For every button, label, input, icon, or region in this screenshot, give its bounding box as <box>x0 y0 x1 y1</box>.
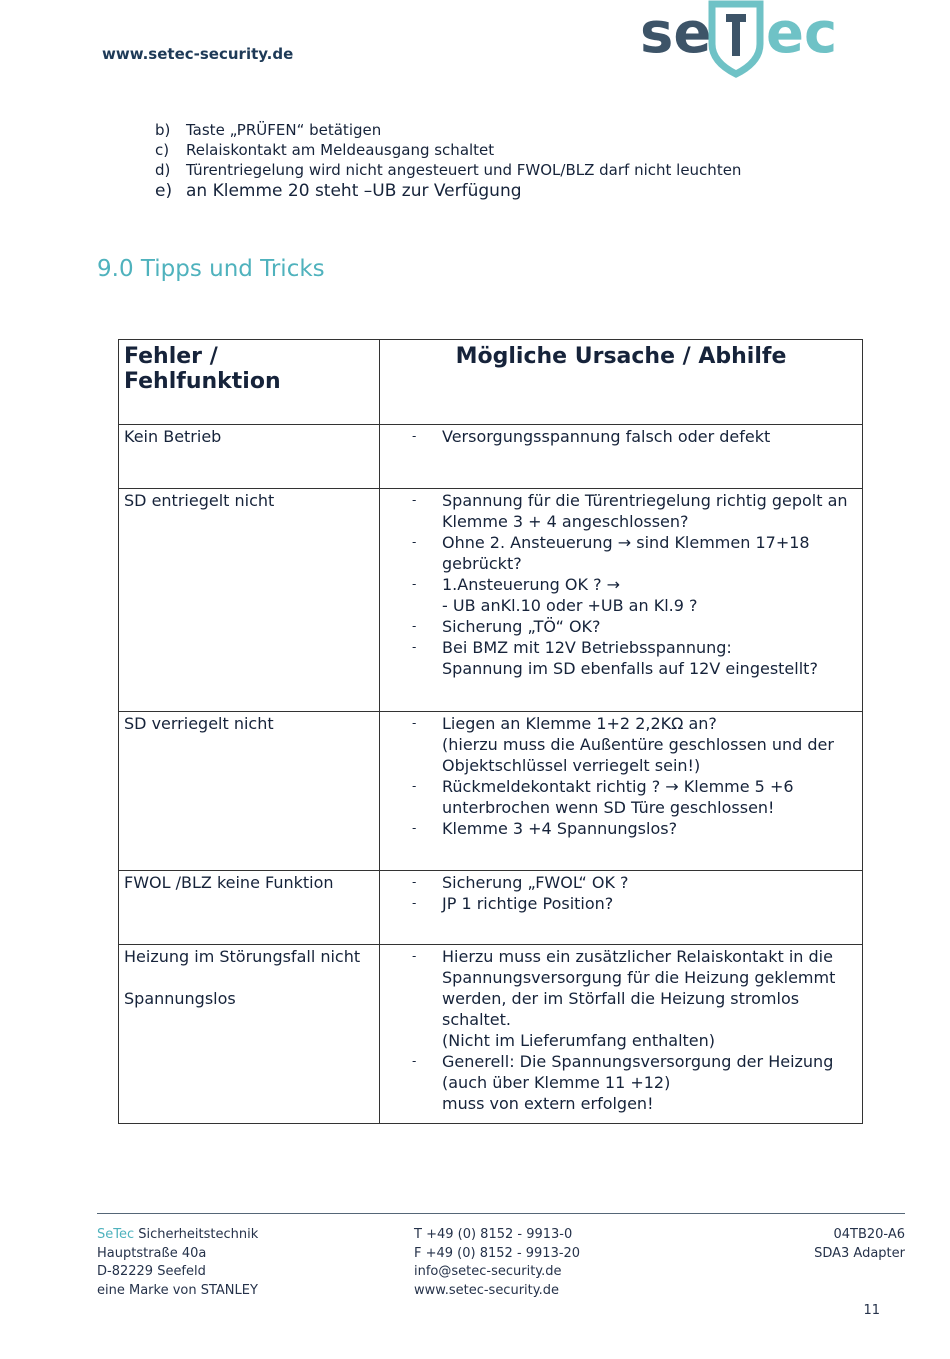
footer-address: Hauptstraße 40a D-82229 Seefeld eine Marke von STANLEY <box>97 1245 258 1298</box>
table-row <box>119 712 863 871</box>
remedy-text: Hierzu muss ein zusätzlicher Relaiskontakt in die Spannungsversorgung für die Heizung geklemmt werden, der im Störfall die Heizung stromlos schaltet. (Nicht im Lieferumfang enthalten) <box>442 947 836 1050</box>
footer-doc-code: 04TB20-A6 SDA3 Adapter <box>814 1227 905 1261</box>
remedy-item <box>412 893 856 914</box>
remedy-text: Spannung für die Türentriegelung richtig gepolt an Klemme 3 + 4 angeschlossen? <box>442 491 848 531</box>
dash-bullet: - <box>412 640 417 654</box>
remedy-text: Bei BMZ mit 12V Betriebsspannung: Spannung im SD ebenfalls auf 12V eingestellt? <box>442 638 818 678</box>
dash-bullet: - <box>412 949 417 963</box>
svg-text:ec: ec <box>766 1 838 66</box>
step-item <box>155 120 741 140</box>
step-item <box>155 180 741 202</box>
dash-bullet: - <box>412 779 417 793</box>
remedy-item <box>412 1051 856 1114</box>
dash-bullet: - <box>412 493 417 507</box>
footer-contact: T +49 (0) 8152 - 9913-0 F +49 (0) 8152 - 9913-20 info@setec-security.de www.setec-security.de <box>414 1227 581 1298</box>
fault-label: Kein Betrieb <box>124 427 222 446</box>
remedy-item <box>412 818 856 839</box>
step-letter: b) <box>155 121 171 139</box>
remedy-text: Sicherung „TÖ“ OK? <box>442 617 601 636</box>
remedy-item <box>412 616 856 637</box>
fault-label: SD verriegelt nicht <box>124 714 274 733</box>
dash-bullet: - <box>412 716 417 730</box>
table-row <box>119 425 863 489</box>
footer-brand: SeTec <box>97 1227 135 1242</box>
step-letter: c) <box>155 141 170 159</box>
remedy-item <box>412 946 856 1051</box>
step-item <box>155 160 741 180</box>
step-letter: d) <box>155 161 171 179</box>
remedy-item <box>412 637 856 679</box>
remedy-text: Ohne 2. Ansteuerung → sind Klemmen 17+18 gebrückt? <box>442 533 810 573</box>
footer-company <box>97 1226 258 1300</box>
dash-bullet: - <box>412 535 417 549</box>
table-header-row <box>119 340 863 425</box>
remedy-item <box>412 532 856 574</box>
svg-text:se: se <box>640 1 712 66</box>
remedy-text: Versorgungsspannung falsch oder defekt <box>442 427 771 446</box>
step-item <box>155 140 741 160</box>
column-header-fault: Fehler / Fehlfunktion <box>119 340 380 425</box>
remedy-text: Rückmeldekontakt richtig ? → Klemme 5 +6 unterbrochen wenn SD Türe geschlossen! <box>442 777 794 817</box>
dash-bullet: - <box>412 821 417 835</box>
dash-bullet: - <box>412 1054 417 1068</box>
remedy-item <box>412 872 856 893</box>
tips-table <box>118 339 863 1124</box>
step-text: Relaiskontakt am Meldeausgang schaltet <box>186 141 495 159</box>
remedy-text: Klemme 3 +4 Spannungslos? <box>442 819 678 838</box>
dash-bullet: - <box>412 875 417 889</box>
page-number: 11 <box>863 1303 880 1318</box>
setec-logo <box>640 0 855 80</box>
footer-divider <box>97 1213 905 1214</box>
step-list <box>155 120 741 202</box>
fault-label: SD entriegelt nicht <box>124 491 275 510</box>
section-title: 9.0 Tipps und Tricks <box>97 256 325 282</box>
remedy-text: 1.Ansteuerung OK ? → - UB anKl.10 oder +UB an Kl.9 ? <box>442 575 698 615</box>
header-site-url: www.setec-security.de <box>102 45 294 63</box>
step-text: Türentriegelung wird nicht angesteuert und FWOL/BLZ darf nicht leuchten <box>186 161 742 179</box>
table-row <box>119 945 863 1124</box>
remedy-text: Sicherung „FWOL“ OK ? <box>442 873 629 892</box>
remedy-text: Liegen an Klemme 1+2 2,2KΩ an? (hierzu muss die Außentüre geschlossen und der Objektschlüssel verriegelt sein!) <box>442 714 834 775</box>
dash-bullet: - <box>412 429 417 443</box>
remedy-item <box>412 490 856 532</box>
remedy-item <box>412 426 856 447</box>
footer-company-name: Sicherheitstechnik <box>134 1227 259 1242</box>
remedy-item <box>412 776 856 818</box>
column-header-remedy: Mögliche Ursache / Abhilfe <box>380 340 863 425</box>
dash-bullet: - <box>412 577 417 591</box>
step-letter: e) <box>155 181 173 201</box>
dash-bullet: - <box>412 619 417 633</box>
step-text: an Klemme 20 steht –UB zur Verfügung <box>186 181 522 201</box>
fault-label: FWOL /BLZ keine Funktion <box>124 873 334 892</box>
dash-bullet: - <box>412 896 417 910</box>
remedy-text: Generell: Die Spannungsversorgung der Heizung (auch über Klemme 11 +12) muss von extern erfolgen! <box>442 1052 834 1113</box>
remedy-item <box>412 574 856 616</box>
table-row <box>119 489 863 712</box>
table-row <box>119 871 863 945</box>
fault-label: Heizung im Störungsfall nicht Spannungslos <box>124 947 361 1008</box>
step-text: Taste „PRÜFEN“ betätigen <box>186 121 382 139</box>
remedy-text: JP 1 richtige Position? <box>442 894 614 913</box>
remedy-item <box>412 713 856 776</box>
